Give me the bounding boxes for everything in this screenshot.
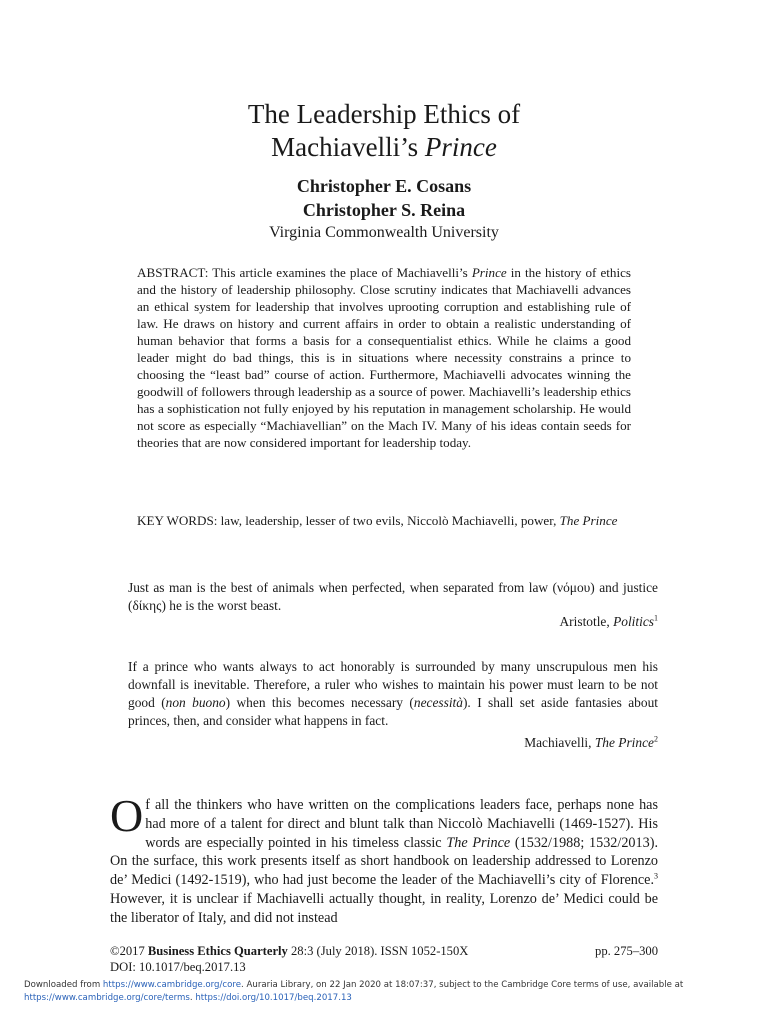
issue-info: 28:3 (July 2018). ISSN 1052-150X (287, 944, 469, 958)
doi: DOI: 10.1017/beq.2017.13 (110, 959, 246, 974)
drop-cap: O (110, 790, 144, 841)
author-2: Christopher S. Reina (302, 200, 466, 220)
body-text-1: f all the thinkers who have written on the complications leaders face, perhaps none has had more of a talent for direct and blunt talk than Niccolò Machiavelli (1469-1527). His words are especially pointed in his timeless classic (145, 797, 658, 851)
author-block (0, 174, 768, 244)
epigraph-1-work: Politics (613, 614, 654, 629)
epigraph-2-work: The Prince (594, 735, 654, 750)
epigraph-1-author: Aristotle, (559, 614, 614, 629)
title-line-1: The Leadership Ethics of (247, 99, 521, 130)
epigraph-machiavelli (128, 658, 658, 730)
body-italic: The Prince (446, 834, 511, 851)
article-title (0, 98, 768, 164)
epigraph-1-greek-1: νόμου (557, 580, 591, 595)
keywords (137, 512, 631, 530)
cambridge-core-link[interactable]: https://www.cambridge.org/core (102, 980, 242, 990)
epigraph-1-greek-2: δίκης (132, 598, 162, 613)
epigraph-2-text-3: ). I shall set aside fantasies about princes, then, and consider what happens in fact. (128, 695, 658, 728)
abstract-text-1: This article examines the place of Machiavelli’s (208, 265, 472, 280)
citation-line (110, 944, 468, 960)
download-separator: . (189, 992, 196, 1003)
download-notice (24, 979, 724, 1004)
epigraph-2-author: Machiavelli, (524, 735, 595, 750)
page-range: pp. 275–300 (595, 944, 658, 958)
epigraph-2-italic-2: necessità (413, 695, 463, 710)
author-1: Christopher E. Cosans (296, 176, 472, 196)
title-italic: Prince (424, 132, 497, 163)
doi-link[interactable]: https://doi.org/10.1017/beq.2017.13 (195, 992, 352, 1003)
body-text-3: However, it is unclear if Machiavelli actually thought, in reality, Lorenzo de’ Medici could be the liberator of Italy, and did not instead (110, 890, 658, 926)
body-paragraph (110, 790, 658, 928)
keywords-label: KEY WORDS: (137, 513, 218, 528)
epigraph-2-text-2: ) when this becomes necessary ( (225, 695, 414, 710)
abstract-text-2: in the history of ethics and the history of leadership philosophy. Close scrutiny indicates that Machiavelli advances an ethical system for leadership that involves uprooting corruption and establishing rule of law. He draws on history and current affairs in order to obtain a realistic understanding of human behavior that forms a basis for a consequentialist ethics. While he claims a good leader might do bad things, this is in situations where necessity constrains a prince to choosing the “least bad” course of action. Furthermore, Machiavelli advocates winning the goodwill of followers through leadership as a source of power. Machiavelli’s leadership ethics has a sophistication not fully enjoyed by his reputation in management scholarship. He would not score as especially “Machiavellian” on the Mach IV. Many of his ideas contain seeds for theories that are now considered important for leadership today. (137, 265, 631, 450)
epigraph-1-text-2: ) and justice ( (128, 580, 658, 613)
abstract-italic: Prince (471, 265, 507, 280)
terms-link[interactable]: https://www.cambridge.org/core/terms (24, 992, 190, 1003)
journal-name: Business Ethics Quarterly (147, 944, 288, 958)
abstract-label: ABSTRACT: (137, 265, 209, 280)
title-line-2-text: Machiavelli’s (271, 132, 425, 163)
epigraph-1-text-1: Just as man is the best of animals when perfected, when separated from law ( (128, 580, 558, 595)
download-middle: . Auraria Library, on 22 Jan 2020 at 18:07:37, subject to the Cambridge Core terms of use, available at (241, 980, 684, 990)
footnote-marker-3[interactable]: 3 (654, 871, 658, 881)
epigraph-1-attribution (560, 613, 658, 631)
epigraph-2-attribution (524, 734, 658, 752)
footnote-marker-2[interactable]: 2 (654, 734, 658, 744)
epigraph-1-text-3: ) he is the worst beast. (161, 598, 282, 613)
affiliation: Virginia Commonwealth University (269, 224, 499, 241)
citation-footer (110, 944, 468, 975)
body-text-2: (1532/1988; 1532/2013). On the surface, this work presents itself as short handbook on leadership addressed to Lorenzo de’ Medici (1492-1519), who had just become the leader of the Machiavelli’s city of Florence. (110, 834, 658, 889)
keywords-text: law, leadership, lesser of two evils, Niccolò Machiavelli, power, (217, 513, 560, 528)
copyright: ©2017 (110, 944, 148, 958)
keywords-italic: The Prince (559, 513, 618, 528)
epigraph-2-text-1: If a prince who wants always to act honorably is surrounded by many unscrupulous men his downfall is inevitable. Therefore, a ruler who wishes to maintain his power must learn to be not good ( (128, 659, 658, 710)
footnote-marker-1[interactable]: 1 (654, 613, 658, 623)
abstract (137, 264, 631, 451)
title-line-2 (0, 131, 768, 164)
download-prefix: Downloaded from (24, 980, 103, 990)
epigraph-aristotle (128, 579, 658, 615)
epigraph-2-italic-1: non buono (165, 695, 226, 710)
